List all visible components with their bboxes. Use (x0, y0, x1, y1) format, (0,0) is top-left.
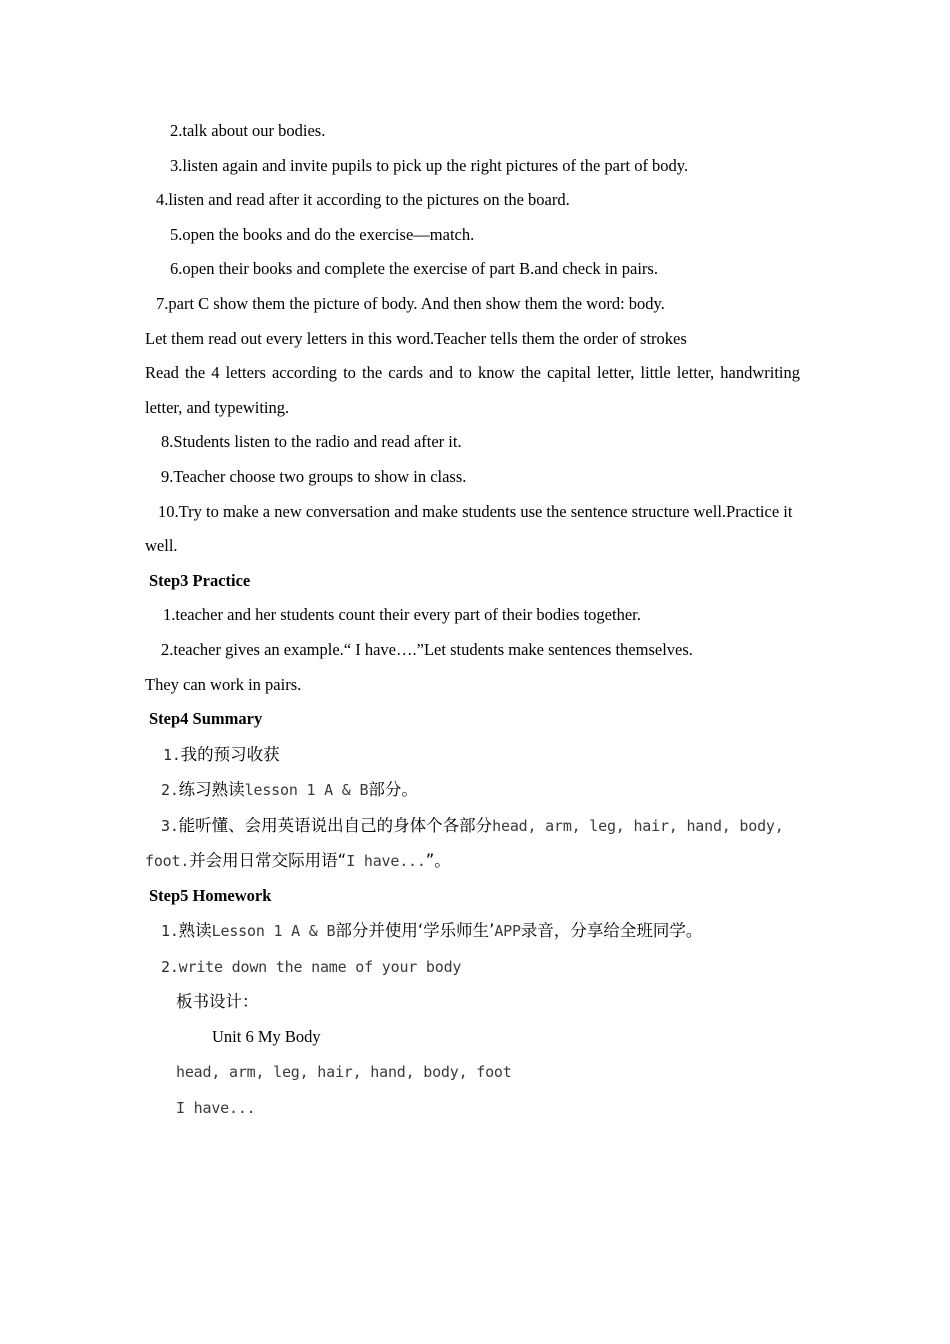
paragraph-letters-line-1: Let them read out every letters in this word.Teacher tells them the order of strokes (145, 328, 687, 348)
paragraph-letters-line-2: Read the 4 letters according to the cards and to know the capital letter, little letter, handwriting (145, 363, 800, 383)
step5-item-1-app-name: 学乐师生 (423, 921, 490, 941)
procedure-item-7: 7.part C show them the picture of body. And then show them the word: body. (156, 293, 665, 313)
blackboard-body-words-text: head, arm, leg, hair, hand, body, foot (176, 1063, 512, 1082)
procedure-item-8: 8.Students listen to the radio and read after it. (161, 432, 462, 452)
step4-item-1-number: 1. (163, 745, 181, 764)
procedure-item-6: 6.open their books and complete the exercise of part B.and check in pairs. (170, 259, 658, 279)
procedure-item-10: 10.Try to make a new conversation and make students use the sentence structure well.Practice it (158, 501, 793, 521)
blackboard-body-words (145, 1054, 800, 1090)
step5-item-1 (145, 913, 800, 949)
step5-item-2-text: write down the name of your body (178, 957, 462, 976)
step5-item-1-quote-close: ’ (489, 921, 495, 941)
step4-item-3-quote-close: ” (425, 851, 435, 871)
step4-item-3-sentence: I have... (346, 852, 426, 871)
heading-step5-homework: Step5 Homework (149, 885, 272, 905)
step5-item-1-number: 1. (161, 922, 179, 941)
step4-item-3-quote-open: “ (337, 851, 347, 871)
blackboard-unit-title (145, 1020, 800, 1055)
step4-item-2-number: 2. (161, 781, 179, 800)
procedure-item-4: 4.listen and read after it according to the pictures on the board. (156, 190, 570, 210)
step4-item-3-phrase-label: 并会用日常交际用语 (189, 851, 338, 871)
step4-item-2-text-before: 练习熟读 (178, 780, 245, 800)
step5-item-1-app-label: APP (494, 922, 521, 941)
step4-item-1 (145, 737, 800, 773)
procedure-item-9: 9.Teacher choose two groups to show in class. (161, 466, 467, 486)
blackboard-sentence-text: I have... (176, 1098, 256, 1117)
procedure-item-2: 2.talk about our bodies. (170, 121, 326, 140)
procedure-item-10-continuation: well. (145, 536, 178, 556)
step4-item-3-text-before: 能听懂、会用英语说出自己的身体个各部分 (178, 815, 493, 835)
paragraph-letters-line-3: letter, and typewiting. (145, 397, 290, 417)
step3-item-2: 2.teacher gives an example.“ I have….”Let students make sentences themselves. (161, 639, 693, 659)
blackboard-design-label (145, 984, 800, 1020)
step3-item-2-continuation: They can work in pairs. (145, 674, 302, 694)
step5-item-1-text-after: 录音，分享给全班同学。 (520, 921, 703, 941)
step4-item-1-text: 我的预习收获 (180, 744, 280, 764)
heading-step4-summary: Step4 Summary (149, 709, 263, 729)
step4-item-2 (145, 772, 800, 808)
step4-item-2-text-after: 部分。 (368, 780, 418, 800)
blackboard-unit-title-text: Unit 6 My Body (212, 1026, 321, 1046)
step3-item-1: 1.teacher and her students count their every part of their bodies together. (163, 605, 641, 625)
step4-item-3-body-words: head, arm, leg, hair, hand, body, (492, 816, 784, 835)
step4-item-3-foot-word: foot. (145, 852, 190, 871)
blackboard-sentence (145, 1090, 800, 1126)
step4-item-3-period: 。 (434, 851, 451, 871)
step5-item-2 (145, 949, 800, 985)
step5-item-1-text-before: 熟读 (178, 921, 212, 941)
heading-step3-practice: Step3 Practice (149, 570, 251, 590)
step5-item-1-quote-open: ‘ (417, 921, 424, 941)
document-content (145, 114, 800, 1125)
step4-item-3-continuation (145, 843, 800, 879)
step4-item-3 (145, 808, 800, 844)
step4-item-2-latin: lesson 1 A & B (244, 781, 369, 800)
step5-item-2-number: 2. (161, 957, 179, 976)
step5-item-1-text-mid: 部分并使用 (335, 921, 418, 941)
procedure-item-5: 5.open the books and do the exercise—match. (170, 224, 475, 244)
step4-item-3-number: 3. (161, 816, 179, 835)
blackboard-design-label-text: 板书设计： (176, 992, 259, 1012)
step5-item-1-lesson: Lesson 1 A & B (211, 922, 336, 941)
procedure-item-3: 3.listen again and invite pupils to pick up the right pictures of the part of body. (170, 155, 689, 175)
